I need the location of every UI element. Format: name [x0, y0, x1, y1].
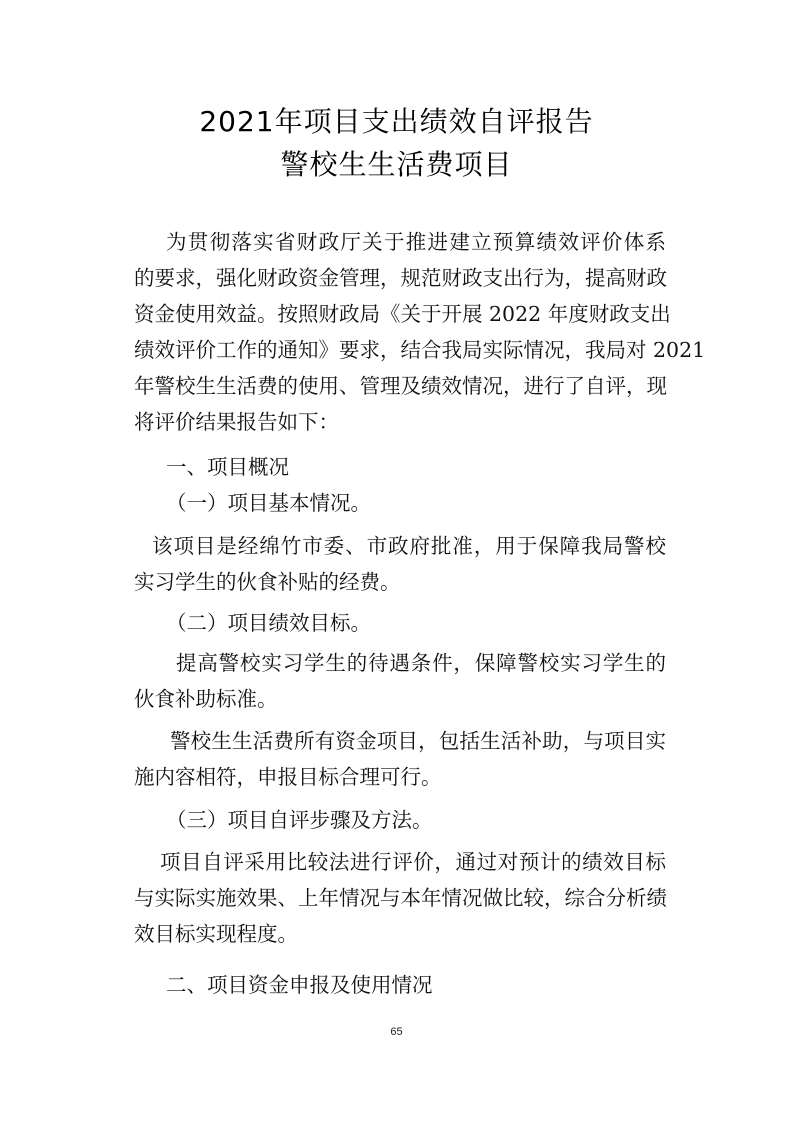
intro-line-2: 的要求，强化财政资金管理，规范财政支出行为，提高财政	[134, 266, 667, 290]
intro-line-4: 绩效评价工作的通知》要求，结合我局实际情况，我局对 2021	[134, 338, 706, 362]
intro-line-6: 将评价结果报告如下：	[134, 410, 339, 434]
intro-line-1: 为贯彻落实省财政厅关于推进建立预算绩效评价体系	[166, 230, 666, 254]
subsection-1-heading: （一）项目基本情况。	[166, 491, 371, 515]
subsection-3-line-3: 效目标实现程度。	[134, 922, 298, 946]
intro-line-5: 年警校生生活费的使用、管理及绩效情况，进行了自评，现	[134, 374, 667, 398]
subsection-2-para2-line-2: 施内容相符，申报目标合理可行。	[134, 765, 442, 789]
subsection-3-line-2: 与实际实施效果、上年情况与本年情况做比较，综合分析绩	[134, 886, 667, 910]
section-2-heading: 二、项目资金申报及使用情况	[166, 973, 433, 997]
subsection-1-line-2: 实习学生的伙食补贴的经费。	[134, 570, 401, 594]
subsection-2-para1-line-1: 提高警校实习学生的待遇条件，保障警校实习学生的	[176, 651, 666, 675]
page-number: 65	[390, 1026, 403, 1038]
document-subtitle: 警校生生活费项目	[280, 148, 513, 181]
subsection-3-heading: （三）项目自评步骤及方法。	[166, 808, 433, 832]
subsection-3-line-1: 项目自评采用比较法进行评价，通过对预计的绩效目标	[160, 850, 666, 874]
subsection-2-para1-line-2: 伙食补助标准。	[134, 687, 278, 711]
subsection-2-para2-line-1: 警校生生活费所有资金项目，包括生活补助，与项目实	[170, 729, 666, 753]
subsection-2-heading: （二）项目绩效目标。	[166, 611, 371, 635]
document-title: 2021年项目支出绩效自评报告	[199, 105, 594, 138]
intro-line-3: 资金使用效益。按照财政局《关于开展 2022 年度财政支出	[134, 302, 671, 326]
section-1-heading: 一、项目概况	[166, 455, 289, 479]
subsection-1-line-1: 该项目是经绵竹市委、市政府批准，用于保障我局警校	[152, 534, 666, 558]
